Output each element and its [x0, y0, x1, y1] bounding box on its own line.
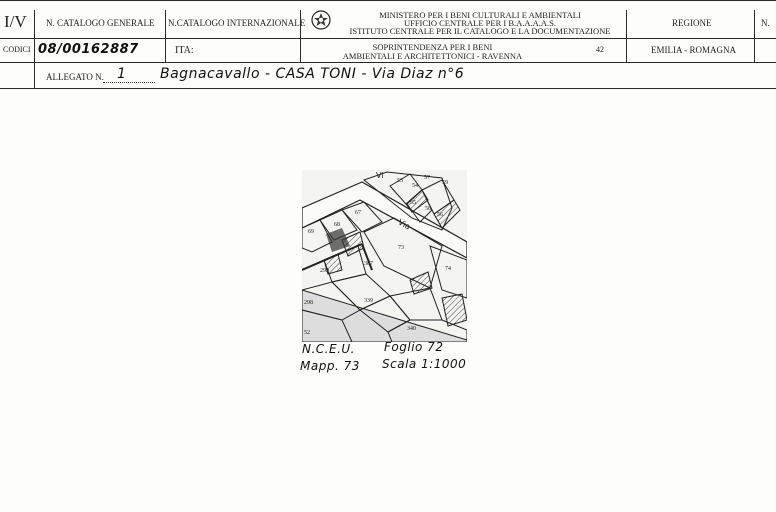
caption-scala: Scala 1:1000: [382, 357, 467, 371]
parcel-73: 73: [398, 245, 404, 251]
parcel-58: 58: [425, 206, 431, 212]
caption-nceu: N.C.E.U.: [302, 342, 355, 356]
parcel-68: 68: [334, 222, 340, 228]
soprintendenza-line1: SOPRINTENDENZA PER I BENI: [372, 42, 493, 52]
parcel-298: 298: [304, 300, 313, 306]
codici-label: CODICI: [3, 45, 31, 54]
parcel-67: 67: [355, 210, 361, 216]
header-row2-bottom: [0, 62, 776, 63]
parcel-54: 54: [412, 183, 418, 189]
allegato-label: ALLEGATO N.: [46, 72, 104, 82]
allegato-number: 1: [117, 66, 127, 82]
parcel-339: 339: [364, 298, 373, 304]
parcel-53: 53: [397, 178, 403, 184]
header-top-border: [0, 0, 776, 1]
vline-2: [165, 10, 166, 62]
street-label-top: Vi: [376, 171, 384, 180]
allegato-dotted-line: [103, 82, 155, 83]
vline-1: [34, 10, 35, 88]
ministry-line2: UFFICIO CENTRALE PER I B.A.A.A.A.S.: [403, 18, 557, 28]
code-iv: I/V: [4, 12, 27, 31]
parcel-340: 340: [407, 326, 416, 332]
parcel-69: 69: [308, 229, 314, 235]
ministry-line1: MINISTERO PER I BENI CULTURALI E AMBIENTALI: [379, 10, 581, 20]
republic-emblem-icon: [311, 10, 331, 30]
parcel-74: 74: [445, 266, 451, 272]
cadastral-map: [302, 170, 467, 342]
parcel-55: 55: [410, 200, 416, 206]
parcel-59: 59: [442, 180, 448, 186]
catalogo-generale-header: N. CATALOGO GENERALE: [46, 18, 155, 28]
catalogo-generale-value: 08/00162887: [38, 42, 139, 57]
vline-5: [754, 10, 755, 62]
region-code: 42: [596, 45, 604, 54]
catalogo-internazionale-header: N.CATALOGO INTERNAZIONALE: [168, 18, 306, 28]
n-header: N.: [761, 18, 770, 28]
soprintendenza-line2: AMBIENTALI E ARCHITETTONICI - RAVENNA: [342, 51, 523, 61]
region-name: EMILIA - ROMAGNA: [651, 45, 736, 55]
caption-foglio: Foglio 72: [384, 340, 444, 354]
ministry-line3: ISTITUTO CENTRALE PER IL CATALOGO E LA DOCUMENTAZIONE: [349, 26, 611, 36]
parcel-57: 57: [424, 175, 430, 181]
parcel-52: 52: [304, 330, 310, 336]
caption-mapp: Mapp. 73: [300, 359, 360, 373]
header-row3-bottom: [0, 88, 776, 89]
vline-4: [626, 10, 627, 62]
parcel-387: 387: [364, 261, 373, 267]
regione-header: REGIONE: [672, 18, 712, 28]
parcel-299: 299: [320, 268, 329, 274]
parcel-56: 56: [437, 212, 443, 218]
header-row1-bottom: [0, 38, 776, 39]
street-label: Via: [396, 217, 412, 232]
ita-label: ITA:: [175, 45, 194, 56]
allegato-description: Bagnacavallo - CASA TONI - Via Diaz n°6: [160, 66, 465, 82]
